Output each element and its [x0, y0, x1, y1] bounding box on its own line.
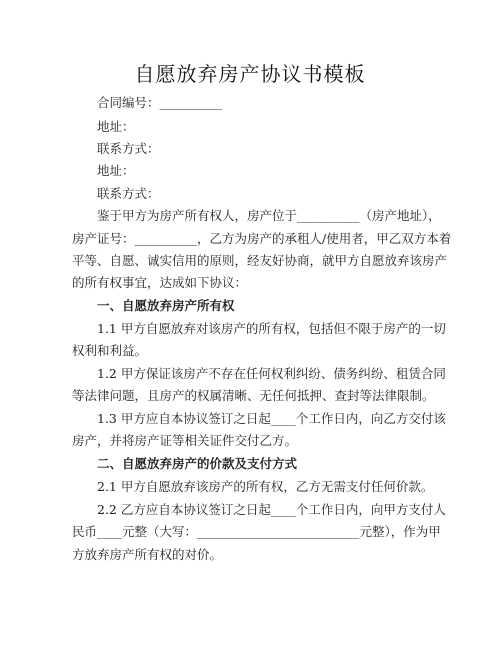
- clause-1-1-line-2: 权利和利益。: [72, 343, 148, 358]
- clause-2-2-line-3: 方放弃房产所有权的对价。: [72, 547, 223, 562]
- contact-line-2: 联系方式：: [97, 186, 160, 201]
- clause-2-2-line-2: 民币____元整（大写：__________________________元整），作为甲: [72, 524, 441, 539]
- clause-1-1-line-1: 1.1 甲方自愿放弃对该房产的所有权，包括但不限于房产的一切: [97, 321, 446, 336]
- preamble-line-2: 房产证号：__________，乙方为房产的承租人/使用者，甲乙双方本着: [72, 231, 452, 246]
- clause-1-3-line-1: 1.3 甲方应自本协议签订之日起____个工作日内，向乙方交付该: [97, 411, 446, 426]
- clause-2-2-line-1: 2.2 乙方应自本协议签订之日起____个工作日内，向甲方支付人: [97, 502, 446, 517]
- clause-1-2-line-2: 等法律问题，且房产的权属清晰、无任何抵押、查封等法律限制。: [72, 388, 435, 403]
- address-line-1: 地址：: [97, 119, 135, 134]
- section-heading-2: 二、自愿放弃房产的价款及支付方式: [97, 456, 298, 471]
- contract-number-line: 合同编号：__________: [97, 95, 223, 110]
- preamble-line-3: 平等、自愿、诚实信用的原则，经友好协商，就甲方自愿放弃该房产: [72, 253, 448, 268]
- contact-line-1: 联系方式：: [97, 141, 160, 156]
- clause-1-2-line-1: 1.2 甲方保证该房产不存在任何权利纠纷、债务纠纷、租赁合同: [97, 366, 446, 381]
- document-title: 自愿放弃房产协议书模板: [134, 62, 366, 86]
- address-line-2: 地址：: [97, 163, 135, 178]
- section-heading-1: 一、自愿放弃房产所有权: [97, 298, 235, 313]
- preamble-line-4: 的所有权事宜，达成如下协议：: [72, 275, 248, 290]
- preamble-line-1: 鉴于甲方为房产所有权人，房产位于__________（房产地址），: [97, 208, 441, 223]
- clause-1-3-line-2: 房产，并将房产证等相关证件交付乙方。: [72, 433, 298, 448]
- clause-2-1-line-1: 2.1 甲方自愿放弃该房产的所有权，乙方无需支付任何价款。: [97, 479, 434, 494]
